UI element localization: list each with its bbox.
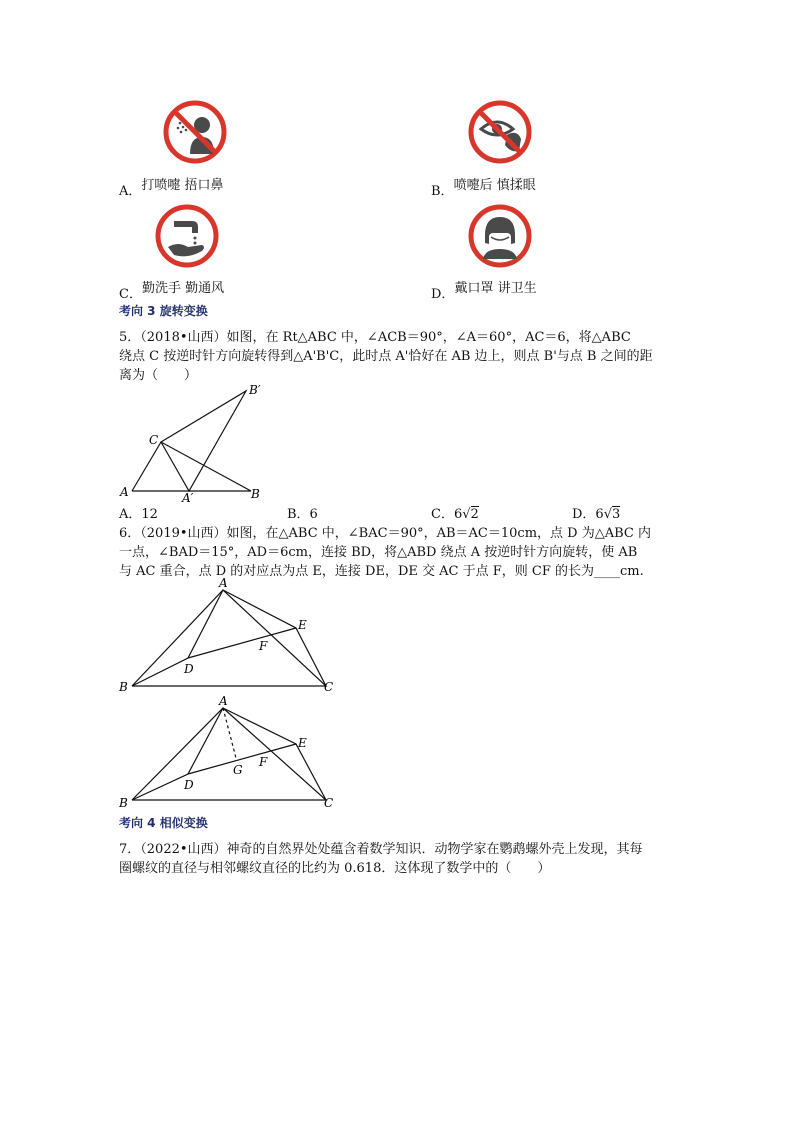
- q7-line2: 圈螺纹的直径与相邻螺纹直径的比约为 0.618．这体现了数学中的（ ）: [119, 861, 551, 876]
- q5-figure: [115, 380, 275, 505]
- q5-line3: 离为（ ）: [119, 368, 198, 383]
- svg-text:A: A: [219, 578, 228, 590]
- section-heading-rotation: 考向 3 旋转变换: [119, 304, 208, 318]
- q5-option-d: D．6√3: [572, 507, 621, 522]
- svg-text:C: C: [324, 680, 334, 693]
- hand-wash-icon: [154, 203, 220, 269]
- svg-text:B: B: [119, 796, 128, 810]
- q5-line1: 5．（2018•山西）如图，在 Rt△ABC 中，∠ACB＝90°，∠A＝60°，AC＝6，将△ABC: [119, 330, 631, 345]
- q5-option-a: A．12: [119, 507, 158, 522]
- svg-text:B: B: [119, 680, 128, 693]
- no-rub-eye-icon: [467, 99, 533, 165]
- no-sneeze-icon: [162, 99, 228, 165]
- svg-text:D: D: [184, 778, 194, 792]
- svg-text:E: E: [298, 618, 307, 632]
- q6-line2: 一点，∠BAD＝15°，AD＝6cm，连接 BD，将△ABD 绕点 A 按逆时针方向旋转，使 AB: [119, 545, 638, 560]
- q6-line1: 6．（2019•山西）如图，在△ABC 中，∠BAC＝90°，AB＝AC＝10cm，点 D 为△ABC 内: [119, 526, 651, 541]
- q5-label-b-prime: B′: [249, 383, 261, 397]
- q7-line1: 7．（2022•山西）神奇的自然界处处蕴含着数学知识．动物学家在鹦鹉螺外壳上发现，其每: [119, 842, 643, 857]
- q5-label-b: B: [251, 487, 260, 501]
- q5-label-c: C: [149, 433, 159, 447]
- option-a: A．打喷嚏 捂口鼻: [119, 178, 224, 199]
- option-d: D．戴口罩 讲卫生: [431, 281, 537, 302]
- q5-label-a: A: [120, 485, 129, 499]
- q5-line2: 绕点 C 按逆时针方向旋转得到△A'B'C，此时点 A'恰好在 AB 边上，则点 B'与点 B 之间的距: [119, 349, 653, 364]
- option-c: C．勤洗手 勤通风: [119, 281, 225, 302]
- option-b: B．喷嚏后 慎揉眼: [431, 178, 536, 199]
- svg-text:F: F: [259, 755, 268, 769]
- svg-text:F: F: [259, 639, 268, 653]
- q6-figure-2: [115, 692, 340, 812]
- svg-text:C: C: [324, 796, 334, 810]
- section-heading-similarity: 考向 4 相似变换: [119, 816, 208, 830]
- q5-option-c: C．6√2: [431, 507, 479, 522]
- svg-text:E: E: [298, 736, 307, 750]
- svg-text:D: D: [184, 662, 194, 676]
- q5-label-a-prime: A′: [182, 491, 194, 505]
- svg-text:G: G: [233, 763, 243, 777]
- mask-icon: [467, 203, 533, 269]
- q5-option-b: B．6: [287, 507, 318, 522]
- q6-figure-1: [115, 578, 340, 693]
- q6-line3: 与 AC 重合，点 D 的对应点为点 E，连接 DE，DE 交 AC 于点 F，则 CF 的长为____cm.: [119, 564, 644, 579]
- svg-text:A: A: [219, 694, 228, 708]
